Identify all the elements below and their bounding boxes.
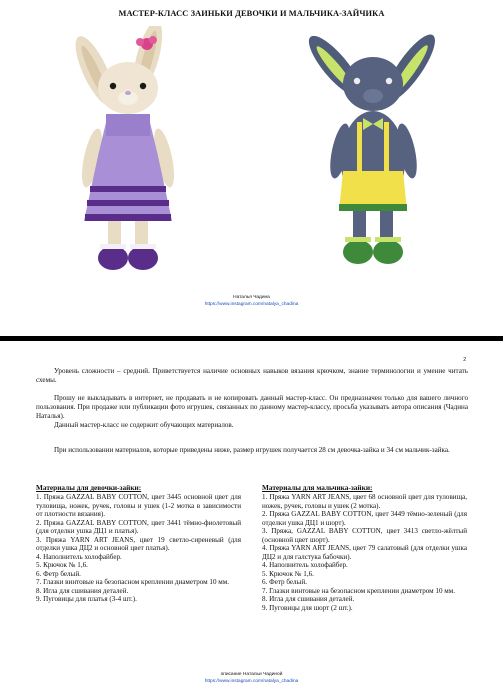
page-title: МАСТЕР-КЛАСС ЗАИНЬКИ ДЕВОЧКИ И МАЛЬЧИКА-ЗАЙЧИКА <box>118 9 385 18</box>
list-item: 9. Пуговицы для платья (3-4 шт.). <box>36 595 137 603</box>
copyright-paragraph: Прошу не выкладывать в интернет, не продавать и не копировать данный мастер-класс. Он предназначен только для вашего личного пользования. При продаже или публикации фото игрушек, связанных по данному мастер-классу, просьба указывать автора описания (Чадина Наталья). <box>36 394 468 420</box>
list-item: 4. Пряжа YARN ART JEANS, цвет 79 салатовый (для отделки ушка ДЦ2 и для галстука бабочки). <box>262 544 467 561</box>
list-item: 8. Игла для сшивания деталей. <box>262 595 355 603</box>
boy-materials-section <box>262 484 467 612</box>
list-item: 5. Крючок № 1,6. <box>262 569 314 578</box>
list-item: 1. Пряжа GAZZAL BABY COTTON, цвет 3445 основной цвет для туловища, ножек, ручек, головы и ушек (1-2 мотка в зависимости от плотности вязания). <box>36 493 241 518</box>
boy-bunny-photo <box>285 26 460 281</box>
girl-materials-section <box>36 484 241 604</box>
list-item: 4. Наполнитель холофайбер. <box>262 561 348 569</box>
girl-materials-heading: Материалы для девочки-зайки: <box>36 483 142 492</box>
footer-instagram-link[interactable]: https://www.instagram.com/natalya_chadina <box>204 679 299 684</box>
list-item: 8. Игла для сшивания деталей. <box>36 586 129 595</box>
list-item: 3. Пряжа YARN ART JEANS, цвет 19 светло-сиреневый (для отделки ушка ДЦ2 и основной цвет платья). <box>36 535 241 552</box>
list-item: 7. Глазки винтовые на безопасном креплении диаметром 10 мм. <box>262 586 456 595</box>
girl-bunny-photo <box>40 26 215 281</box>
author-name: Наталья Чадина <box>233 295 270 300</box>
list-item: 2. Пряжа GAZZAL BABY COTTON, цвет 3449 тёмно-зеленый (для отделки ушка ДЦ1 и шорт). <box>262 510 467 527</box>
list-item: 5. Крючок № 1,6. <box>36 561 88 569</box>
list-item: 1. Пряжа YARN ART JEANS, цвет 68 основной цвет для туловища, ножек, ручек, головы и ушек (2 мотка). <box>262 493 467 510</box>
boy-materials-heading: Материалы для мальчика-зайки: <box>262 483 373 492</box>
list-item: 3. Пряжа, GAZZAL BABY COTTON, цвет 3413 светло-жёлтый (основной цвет шорт). <box>262 527 467 544</box>
list-item: 6. Фетр белый. <box>36 569 81 578</box>
list-item: 4. Наполнитель холофайбер. <box>36 552 122 561</box>
list-item: 2. Пряжа GAZZAL BABY COTTON, цвет 3441 тёмно-фиолетовый (для отделки ушка ДЦ1 и платья). <box>36 518 241 535</box>
difficulty-paragraph: Уровень сложности – средний. Приветствуется наличие основных навыков вязания крючком, знание терминологии и умение читать схемы. <box>36 367 468 384</box>
page-number: 2 <box>463 357 466 363</box>
page-1 <box>0 0 503 336</box>
sizes-paragraph: При использовании материалов, которые приведены ниже, размер игрушек получается 28 см девочка-зайка и 34 см мальчик-зайка. <box>54 446 450 454</box>
list-item: 9. Пуговицы для шорт (2 шт.). <box>262 603 353 612</box>
no-lessons-paragraph: Данный мастер-класс не содержит обучающих материалов. <box>54 421 234 429</box>
list-item: 7. Глазки винтовые на безопасном креплении диаметром 10 мм. <box>36 578 230 586</box>
list-item: 6. Фетр белый. <box>262 578 307 586</box>
author-instagram-link[interactable]: https://www.instagram.com/natalya_chadina <box>204 302 299 307</box>
page-2 <box>0 341 503 690</box>
footer-author: описание Натальи Чадиной <box>220 672 283 677</box>
